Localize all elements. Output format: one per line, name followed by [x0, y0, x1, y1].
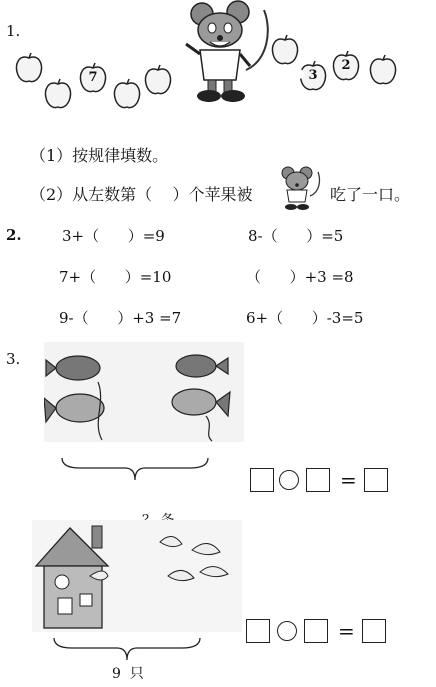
apple-1 — [14, 52, 44, 84]
fish-group-illustration — [44, 342, 244, 446]
apple-3: 7 — [78, 62, 108, 94]
apple-4 — [112, 78, 142, 110]
answer-box[interactable] — [304, 619, 328, 643]
operator-circle[interactable] — [277, 621, 297, 641]
operator-circle[interactable] — [279, 470, 299, 490]
bird-total-label: 9 只 — [112, 666, 144, 682]
equation-4: （ ）+3 =8 — [246, 268, 354, 286]
answer-box[interactable] — [246, 619, 270, 643]
equation-1: 3+（ ）=9 — [62, 227, 165, 245]
q2-number: 2. — [6, 226, 22, 244]
q3-number: 3. — [6, 350, 21, 368]
equation-2: 8-（ ）=5 — [248, 227, 344, 245]
equals-sign: = — [340, 468, 357, 492]
answer-box[interactable] — [362, 619, 386, 643]
answer-box[interactable] — [306, 468, 330, 492]
q1-instruction-2a: （2）从左数第（ ）个苹果被 — [30, 185, 253, 204]
q1-number: 1. — [6, 22, 21, 40]
apple-6-bitten: 3 — [298, 60, 328, 92]
apple-7: 2 — [331, 50, 361, 82]
fish-brace — [60, 456, 210, 486]
bird-brace — [52, 636, 202, 666]
equals-sign: = — [338, 619, 355, 643]
equation-5: 9-（ ）+3 =7 — [59, 309, 182, 327]
answer-box[interactable] — [364, 468, 388, 492]
mouse-illustration — [176, 0, 276, 108]
apple-5 — [143, 64, 173, 96]
equation-3: 7+（ ）=10 — [59, 268, 172, 286]
small-mouse-icon — [274, 166, 324, 216]
q1-instruction-2b: 吃了一口。 — [330, 185, 411, 204]
house-birds-illustration — [32, 520, 242, 636]
apple-2 — [43, 78, 73, 110]
answer-box[interactable] — [250, 468, 274, 492]
apple-8 — [368, 54, 398, 86]
equation-6: 6+（ ）-3=5 — [246, 309, 364, 327]
q1-instruction-1: （1）按规律填数。 — [30, 146, 169, 165]
